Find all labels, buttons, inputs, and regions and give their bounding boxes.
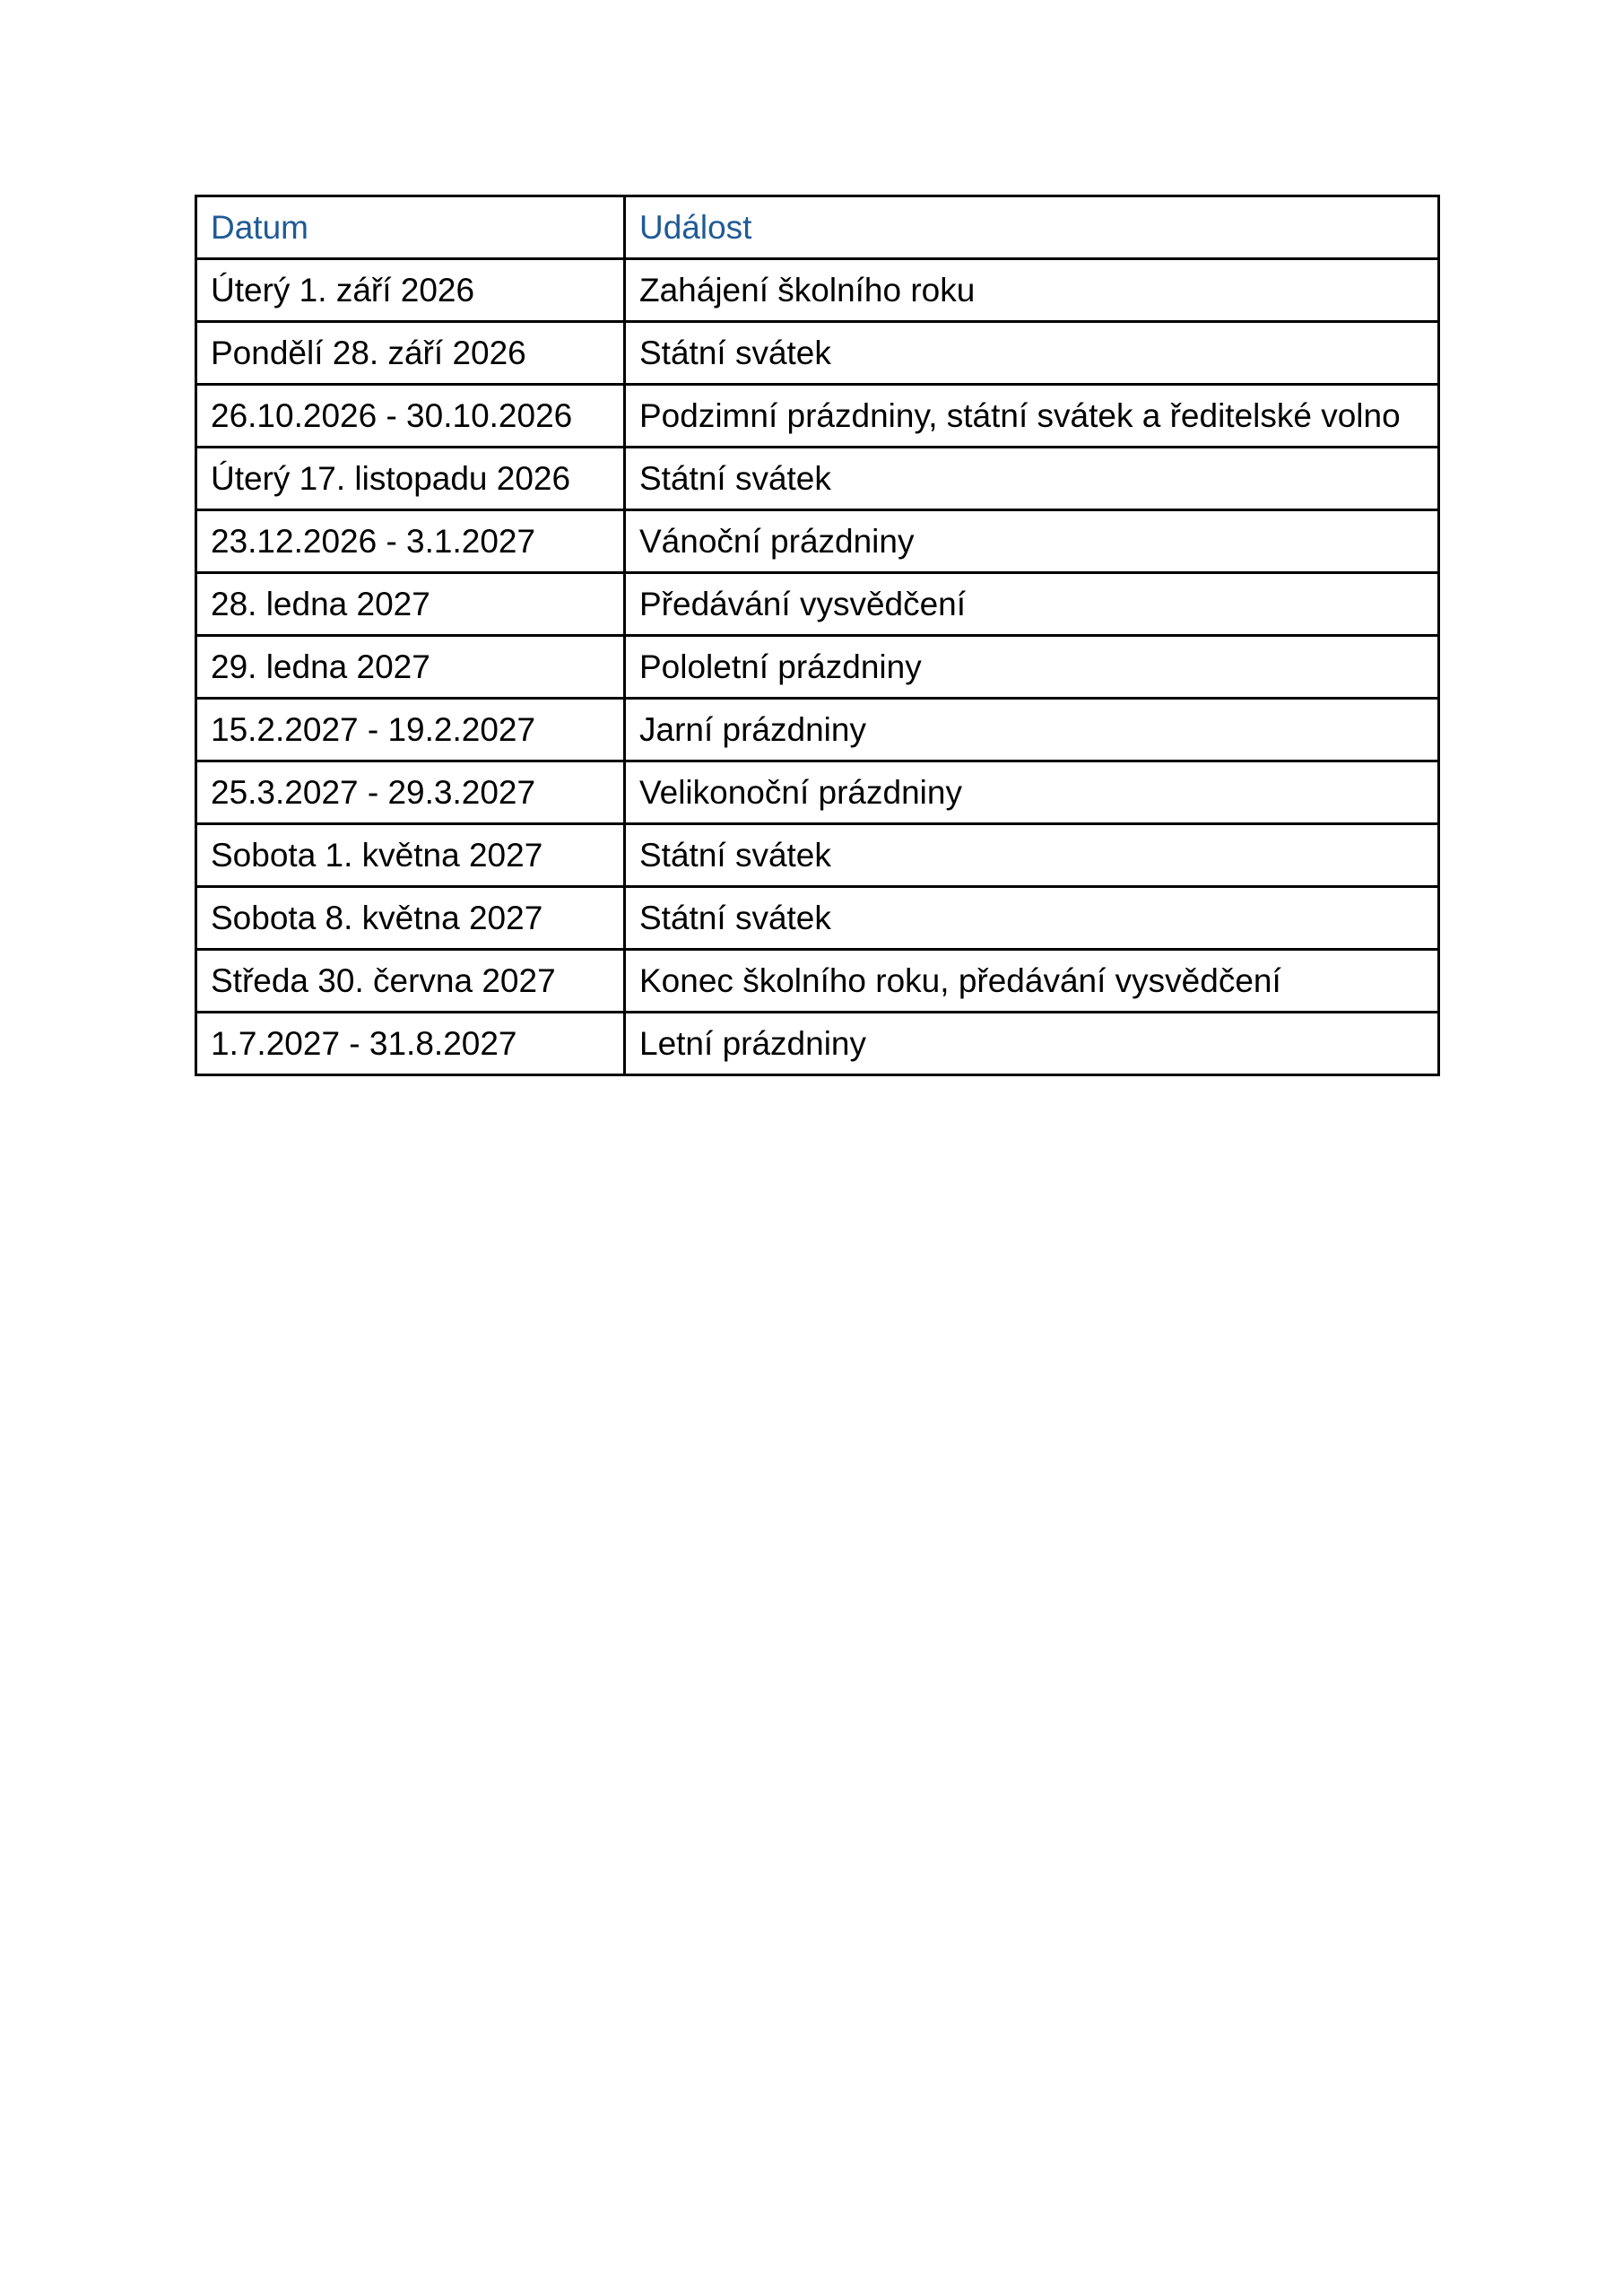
date-cell: Úterý 17. listopadu 2026 [196, 448, 625, 510]
event-cell: Podzimní prázdniny, státní svátek a ředitelské volno [625, 385, 1439, 448]
event-cell: Velikonoční prázdniny [625, 761, 1439, 824]
table-row [196, 385, 1439, 448]
school-year-schedule-table [195, 195, 1440, 1076]
table-row [196, 699, 1439, 761]
event-cell: Státní svátek [625, 887, 1439, 950]
date-cell: 28. ledna 2027 [196, 573, 625, 636]
date-cell: 23.12.2026 - 3.1.2027 [196, 510, 625, 573]
date-cell: Středa 30. června 2027 [196, 950, 625, 1013]
event-cell: Pololetní prázdniny [625, 636, 1439, 699]
table-row [196, 1013, 1439, 1075]
date-cell: Sobota 8. května 2027 [196, 887, 625, 950]
event-cell: Konec školního roku, předávání vysvědčení [625, 950, 1439, 1013]
table-row [196, 950, 1439, 1013]
date-cell: 29. ledna 2027 [196, 636, 625, 699]
date-cell: Sobota 1. května 2027 [196, 824, 625, 887]
column-header-date: Datum [196, 196, 625, 259]
table-row [196, 573, 1439, 636]
date-cell: 1.7.2027 - 31.8.2027 [196, 1013, 625, 1075]
table-row [196, 259, 1439, 322]
event-cell: Státní svátek [625, 448, 1439, 510]
table-row [196, 824, 1439, 887]
table-row [196, 761, 1439, 824]
event-cell: Státní svátek [625, 322, 1439, 385]
date-cell: 15.2.2027 - 19.2.2027 [196, 699, 625, 761]
table-row [196, 636, 1439, 699]
table-row [196, 448, 1439, 510]
event-cell: Letní prázdniny [625, 1013, 1439, 1075]
table-row [196, 887, 1439, 950]
date-cell: Úterý 1. září 2026 [196, 259, 625, 322]
event-cell: Zahájení školního roku [625, 259, 1439, 322]
table-row [196, 510, 1439, 573]
event-cell: Vánoční prázdniny [625, 510, 1439, 573]
date-cell: Pondělí 28. září 2026 [196, 322, 625, 385]
event-cell: Předávání vysvědčení [625, 573, 1439, 636]
event-cell: Státní svátek [625, 824, 1439, 887]
table-row [196, 322, 1439, 385]
date-cell: 25.3.2027 - 29.3.2027 [196, 761, 625, 824]
event-cell: Jarní prázdniny [625, 699, 1439, 761]
column-header-event: Událost [625, 196, 1439, 259]
table-header-row [196, 196, 1439, 259]
date-cell: 26.10.2026 - 30.10.2026 [196, 385, 625, 448]
